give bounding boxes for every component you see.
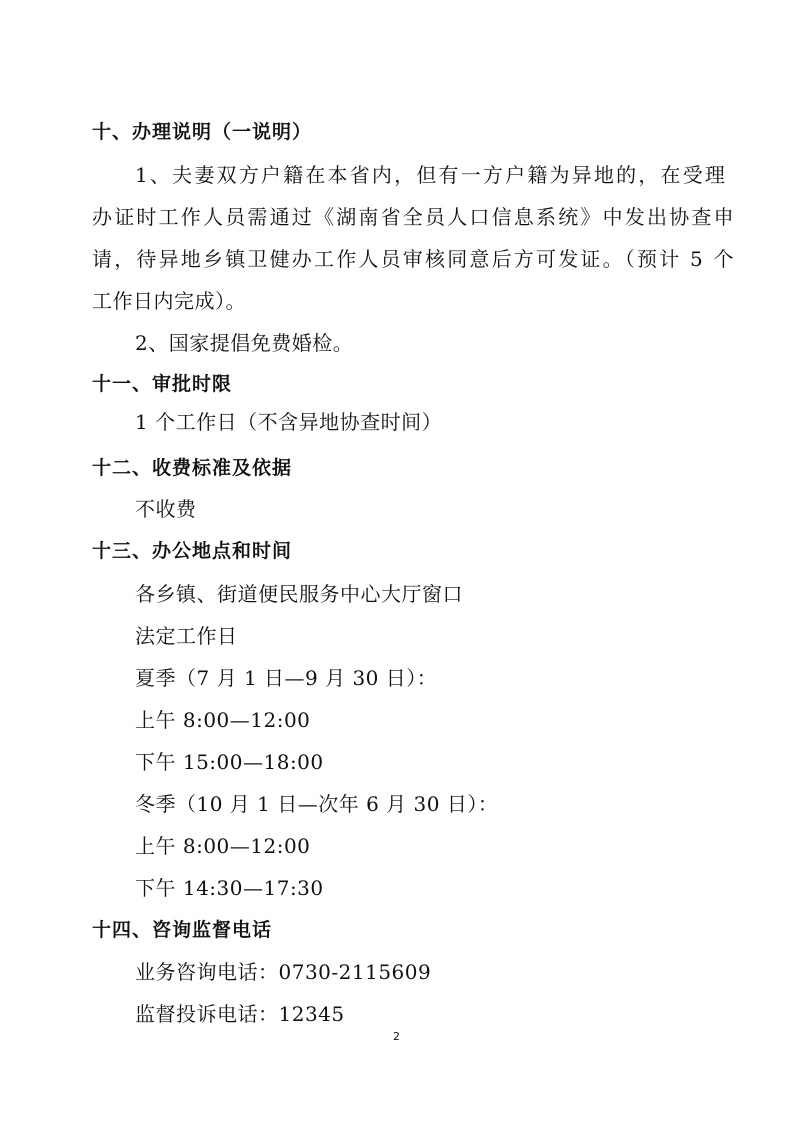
section-heading-12: 十二、收费标准及依据	[92, 457, 293, 479]
winter-morning-hours: 上午 8:00—12:00	[135, 834, 311, 858]
paragraph-line: 请，待异地乡镇卫健办工作人员审核同意后方可发证。（预计 5 个	[92, 247, 736, 271]
winter-hours-label: 冬季（10 月 1 日—次年 6 月 30 日）：	[135, 792, 499, 816]
workday-label: 法定工作日	[135, 624, 238, 648]
paragraph-line: 工作日内完成）。	[92, 289, 246, 313]
winter-afternoon-hours: 下午 14:30—17:30	[135, 876, 324, 900]
summer-afternoon-hours: 下午 15:00—18:00	[135, 750, 324, 774]
summer-hours-label: 夏季（7 月 1 日—9 月 30 日）：	[135, 666, 438, 690]
section-heading-10: 十、办理说明（一说明）	[92, 121, 313, 143]
section-heading-11: 十一、审批时限	[92, 373, 233, 395]
page-number: 2	[393, 1030, 400, 1043]
office-location: 各乡镇、街道便民服务中心大厅窗口	[135, 582, 463, 606]
paragraph-line: 2、国家提倡免费婚检。	[135, 331, 354, 355]
consultation-phone: 业务咨询电话：0730-2115609	[135, 960, 432, 984]
section-heading-14: 十四、咨询监督电话	[92, 919, 273, 941]
section-line: 1 个工作日（不含异地协查时间）	[135, 410, 443, 434]
section-line: 不收费	[135, 497, 197, 521]
section-heading-13: 十三、办公地点和时间	[92, 540, 293, 562]
complaint-phone: 监督投诉电话：12345	[135, 1002, 345, 1026]
summer-morning-hours: 上午 8:00—12:00	[135, 708, 311, 732]
paragraph-line: 1、夫妻双方户籍在本省内，但有一方户籍为异地的，在受理	[135, 163, 728, 187]
paragraph-line: 办证时工作人员需通过《湖南省全员人口信息系统》中发出协查申	[92, 205, 736, 229]
